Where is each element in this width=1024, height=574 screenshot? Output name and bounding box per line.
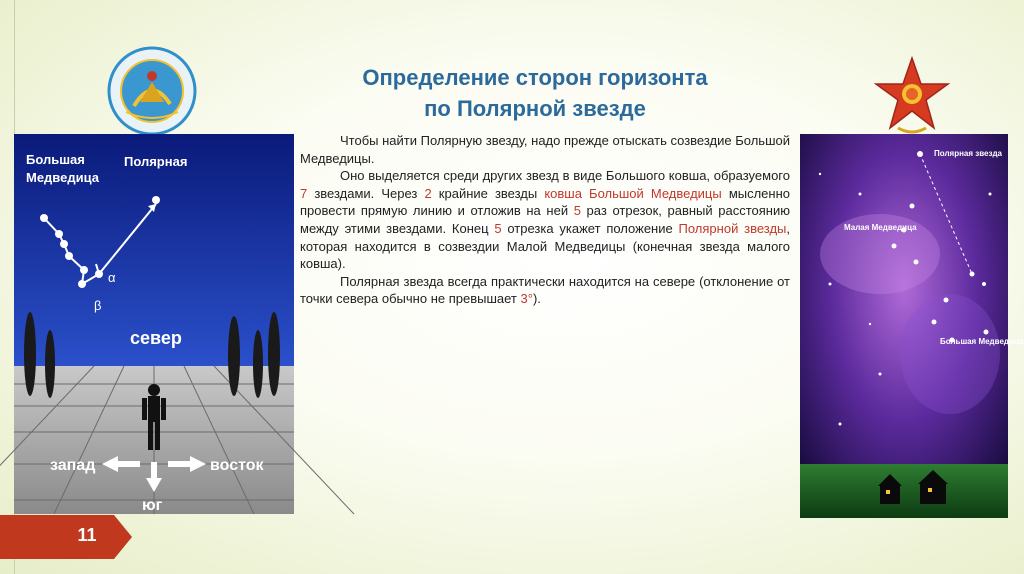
- red-star-icon: [876, 56, 948, 136]
- label-polaris-star: Полярная звезда: [934, 149, 1002, 158]
- label-north: север: [130, 328, 182, 348]
- label-little-dipper: Малая Медведица: [844, 223, 917, 232]
- p2-text: отрезка укажет положение: [501, 220, 679, 236]
- highlight-big-dipper: ковша Большой Медведицы: [544, 185, 722, 201]
- paragraph-2: [300, 167, 790, 273]
- label-east: восток: [210, 457, 264, 474]
- body-text: [300, 132, 790, 308]
- highlight-five: 5: [573, 203, 581, 219]
- page-number-tab: [0, 515, 132, 559]
- paragraph-1: Чтобы найти Полярную звезду, надо прежде отыскать созвездие Большой Медведицы.: [300, 133, 790, 166]
- title-line-1: Определение сторон горизонта: [362, 65, 708, 90]
- highlight-five-end: 5: [494, 220, 502, 236]
- p3-text: ).: [532, 291, 541, 307]
- p2-text: , которая находится в созвездии Малой Медведицы (конечная звезда малого ковша).: [300, 220, 791, 272]
- label-beta: β: [94, 298, 102, 313]
- p3-text: Полярная звезда всегда практически находится на севере (отклонение от точки севера обычно не превышает: [300, 273, 790, 307]
- north-finding-diagram: [14, 134, 294, 514]
- academy-emblem-icon: [106, 46, 198, 136]
- label-alpha: α: [108, 270, 116, 285]
- highlight-seven: 7: [300, 185, 308, 201]
- night-sky-photo: [800, 134, 1024, 518]
- label-west: запад: [50, 457, 96, 474]
- label-big-dipper-constellation: Большая Медведица: [940, 337, 1024, 346]
- highlight-three-degrees: 3°: [520, 291, 533, 307]
- highlight-polaris: Полярной звезды: [678, 220, 787, 236]
- label-big-dipper-1: Большая: [26, 152, 85, 167]
- p2-text: мысленно провести прямую линию и отложив на ней: [300, 185, 791, 219]
- p2-text: крайние звезды: [431, 185, 545, 201]
- paragraph-3: [300, 273, 790, 308]
- page-number: 11: [77, 525, 97, 545]
- highlight-two: 2: [424, 185, 432, 201]
- label-polaris: Полярная: [124, 154, 188, 169]
- label-south: юг: [142, 497, 163, 514]
- label-big-dipper-2: Медведица: [26, 170, 99, 185]
- title-line-2: по Полярной звезде: [424, 96, 646, 121]
- p2-text: звездами. Через: [307, 185, 425, 201]
- p2-text: раз отрезок, равный расстоянию между этими звездами. Конец: [300, 203, 790, 236]
- page-title: [300, 62, 770, 124]
- p2-text: Оно выделяется среди других звезд в виде Большого ковша, образуемого: [340, 168, 790, 184]
